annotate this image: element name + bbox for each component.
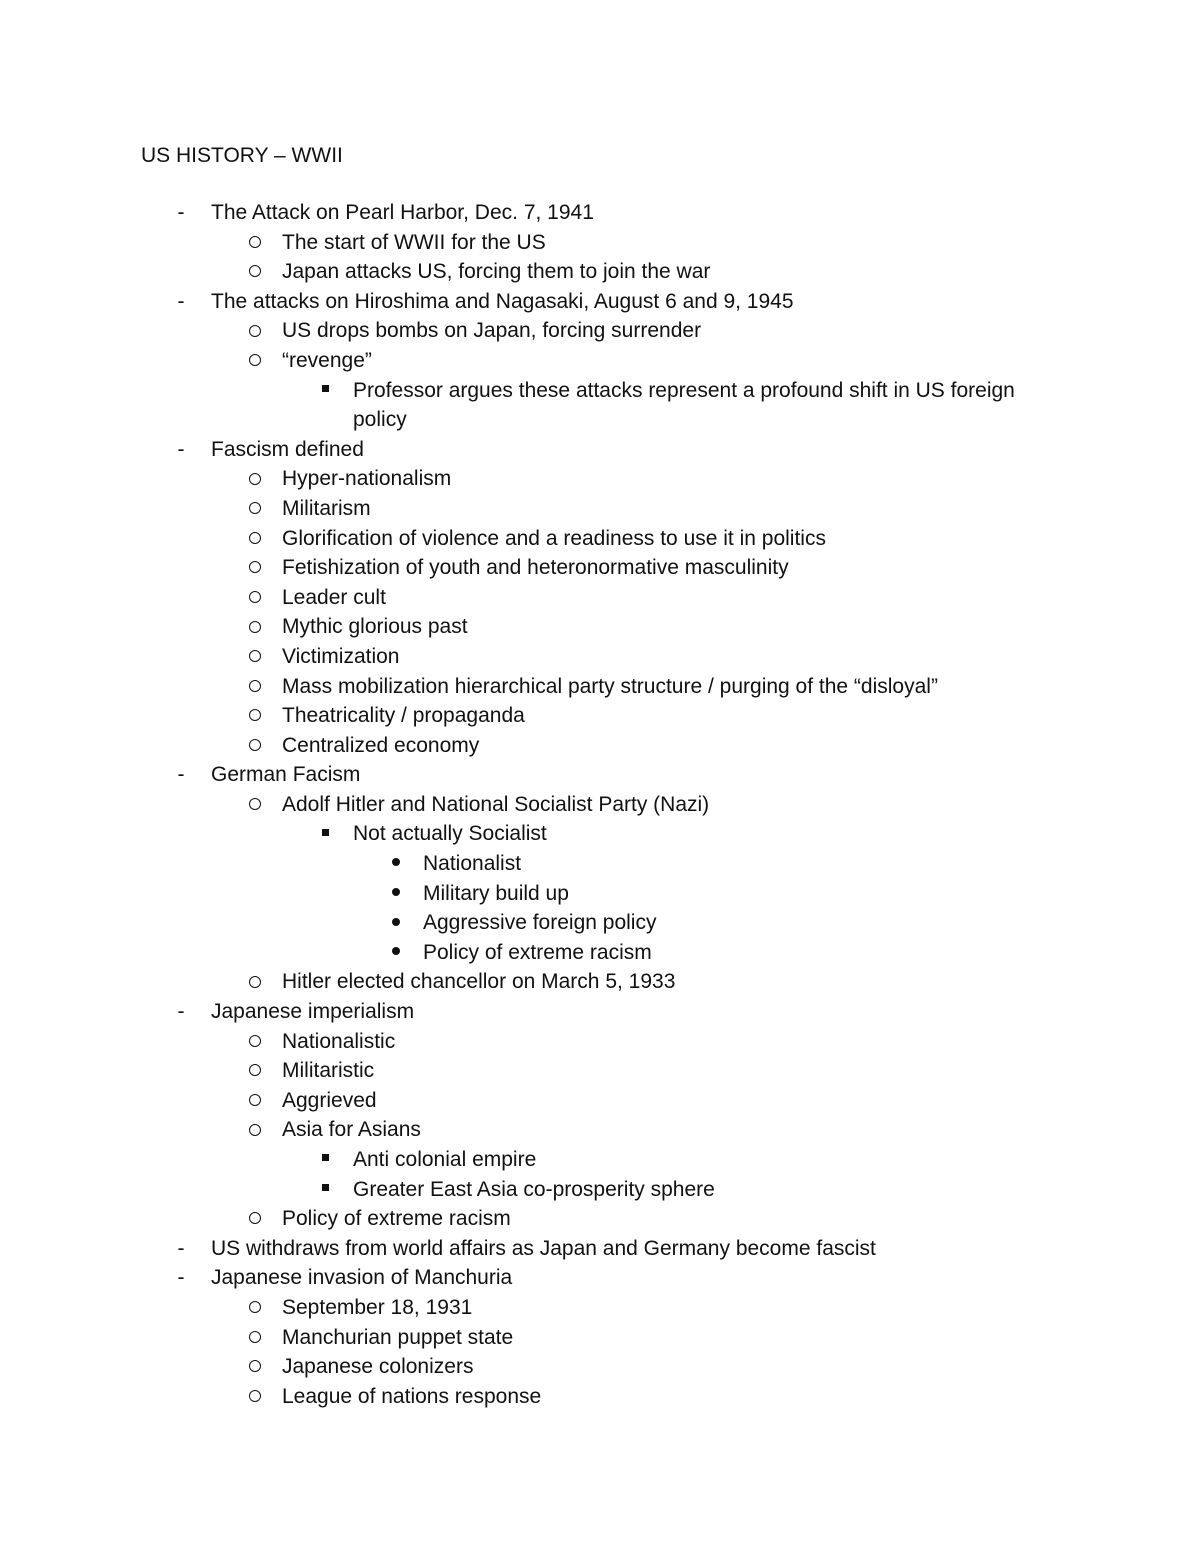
round-bullet-icon [384,908,408,938]
outline-item-text: The Attack on Pearl Harbor, Dec. 7, 1941 [211,201,594,224]
outline-item-text: Fetishization of youth and heteronormative masculinity [282,556,789,580]
hollow-circle-bullet-icon [243,1086,267,1116]
outline-item-text: The start of WWII for the US [282,230,546,254]
outline-item-level-2 [0,672,1200,702]
outline-item-level-2 [0,1115,1200,1145]
outline-item-text: Japanese invasion of Manchuria [211,1266,513,1290]
outline-item-text: Fascism defined [211,437,364,461]
hollow-circle-bullet-icon [243,228,267,258]
outline-item-text: Policy of extreme racism [423,940,652,964]
outline-item-level-1 [0,1234,1200,1264]
hollow-circle-bullet-icon [243,1382,267,1412]
hollow-circle-bullet-icon [243,1204,267,1234]
outline-item-text: Victimization [282,644,400,668]
hollow-circle-bullet-icon [243,464,267,494]
outline-item-text: Hitler elected chancellor on March 5, 1933 [282,970,676,994]
outline-item-level-2 [0,1352,1200,1382]
hollow-circle-bullet-icon [243,1323,267,1353]
dash-bullet-icon: - [177,289,185,313]
square-bullet-icon [313,376,337,406]
outline-item-level-3 [0,819,1200,849]
outline-item-level-2 [0,583,1200,613]
outline-item-text: Glorification of violence and a readiness to use it in politics [282,526,826,550]
outline-item-level-2 [0,967,1200,997]
outline-item-level-2 [0,316,1200,346]
outline-item-level-1 [0,760,1200,790]
outline-item-level-3 [0,1145,1200,1175]
outline-item-text: The attacks on Hiroshima and Nagasaki, August 6 and 9, 1945 [211,289,794,313]
outline-item-text: Nationalist [423,852,522,876]
outline-item-level-2 [0,1323,1200,1353]
dash-bullet-icon: - [177,1266,185,1290]
outline-item-text: Theatricality / propaganda [282,704,525,728]
outline-item-text: Not actually Socialist [353,822,547,846]
outline-item-text: Mass mobilization hierarchical party structure / purging of the “disloyal” [282,674,938,698]
outline-item-level-1 [0,287,1200,317]
hollow-circle-bullet-icon [243,1027,267,1057]
outline-item-level-2 [0,642,1200,672]
outline-item-text: Adolf Hitler and National Socialist Party (Nazi) [282,792,710,816]
outline-item-text: Leader cult [282,585,386,609]
outline-item-level-1 [0,997,1200,1027]
outline-item-level-4 [0,849,1200,879]
outline-item-text: Aggressive foreign policy [423,911,657,935]
hollow-circle-bullet-icon [243,1352,267,1382]
outline-item-level-4 [0,938,1200,968]
outline-item-text: Asia for Asians [282,1118,421,1142]
hollow-circle-bullet-icon [243,524,267,554]
outline-list [0,198,1200,1411]
hollow-circle-bullet-icon [243,790,267,820]
square-bullet-icon [313,1175,337,1205]
outline-item-level-2 [0,1382,1200,1412]
outline-item-level-2 [0,1056,1200,1086]
outline-item-text: Militarism [282,496,371,520]
hollow-circle-bullet-icon [243,731,267,761]
hollow-circle-bullet-icon [243,642,267,672]
outline-item-level-2 [0,1204,1200,1234]
outline-item-level-3 [0,376,1200,435]
outline-item-level-2 [0,790,1200,820]
outline-item-text: Aggrieved [282,1088,377,1112]
round-bullet-icon [384,879,408,909]
outline-item-text: Anti colonial empire [353,1148,537,1171]
outline-item-text: Centralized economy [282,733,480,757]
hollow-circle-bullet-icon [243,346,267,376]
square-bullet-icon [313,819,337,849]
outline-item-text: US drops bombs on Japan, forcing surrender [282,319,702,343]
outline-item-level-2 [0,228,1200,258]
outline-item-level-4 [0,908,1200,938]
outline-item-text: Professor argues these attacks represent a profound shift in US foreign policy [353,378,1015,432]
outline-item-text: Military build up [423,881,569,905]
outline-item-level-2 [0,524,1200,554]
outline-item-level-1 [0,198,1200,228]
outline-item-text: Japanese imperialism [211,1000,415,1024]
outline-item-level-3 [0,1175,1200,1205]
outline-item-level-2 [0,612,1200,642]
document-title: US HISTORY – WWII [141,144,343,167]
outline-item-level-2 [0,731,1200,761]
outline-item-text: “revenge” [282,348,372,372]
hollow-circle-bullet-icon [243,553,267,583]
outline-item-level-2 [0,1293,1200,1323]
hollow-circle-bullet-icon [243,583,267,613]
hollow-circle-bullet-icon [243,672,267,702]
square-bullet-icon [313,1145,337,1175]
dash-bullet-icon: - [177,1000,185,1024]
outline-item-text: US withdraws from world affairs as Japan and Germany become fascist [211,1236,876,1260]
dash-bullet-icon: - [177,437,185,461]
outline-item-level-2 [0,464,1200,494]
outline-item-level-4 [0,879,1200,909]
hollow-circle-bullet-icon [243,257,267,287]
outline-item-text: Manchurian puppet state [282,1325,514,1349]
round-bullet-icon [384,938,408,968]
outline-item-text: September 18, 1931 [282,1295,473,1319]
hollow-circle-bullet-icon [243,1056,267,1086]
outline-item-text: Policy of extreme racism [282,1207,511,1231]
dash-bullet-icon: - [177,1236,185,1260]
outline-item-text: Nationalistic [282,1029,396,1053]
outline-item-text: Japanese colonizers [282,1355,474,1379]
outline-item-text: Mythic glorious past [282,615,468,639]
outline-item-level-1 [0,1263,1200,1293]
hollow-circle-bullet-icon [243,701,267,731]
outline-item-text: Militaristic [282,1059,375,1083]
outline-item-level-2 [0,1086,1200,1116]
outline-item-level-2 [0,701,1200,731]
hollow-circle-bullet-icon [243,1293,267,1323]
hollow-circle-bullet-icon [243,1115,267,1145]
dash-bullet-icon: - [177,201,185,224]
outline-item-level-2 [0,1027,1200,1057]
round-bullet-icon [384,849,408,879]
outline-item-level-1 [0,435,1200,465]
outline-item-text: League of nations response [282,1384,542,1408]
outline-item-level-2 [0,494,1200,524]
outline-item-level-2 [0,553,1200,583]
outline-item-level-2 [0,257,1200,287]
hollow-circle-bullet-icon [243,967,267,997]
outline-item-level-2 [0,346,1200,376]
hollow-circle-bullet-icon [243,612,267,642]
outline-item-text: Hyper-nationalism [282,467,452,491]
dash-bullet-icon: - [177,763,185,787]
outline-item-text: Greater East Asia co-prosperity sphere [353,1177,715,1201]
outline-item-text: Japan attacks US, forcing them to join the war [282,260,711,284]
hollow-circle-bullet-icon [243,494,267,524]
hollow-circle-bullet-icon [243,316,267,346]
outline-item-text: German Facism [211,763,361,787]
